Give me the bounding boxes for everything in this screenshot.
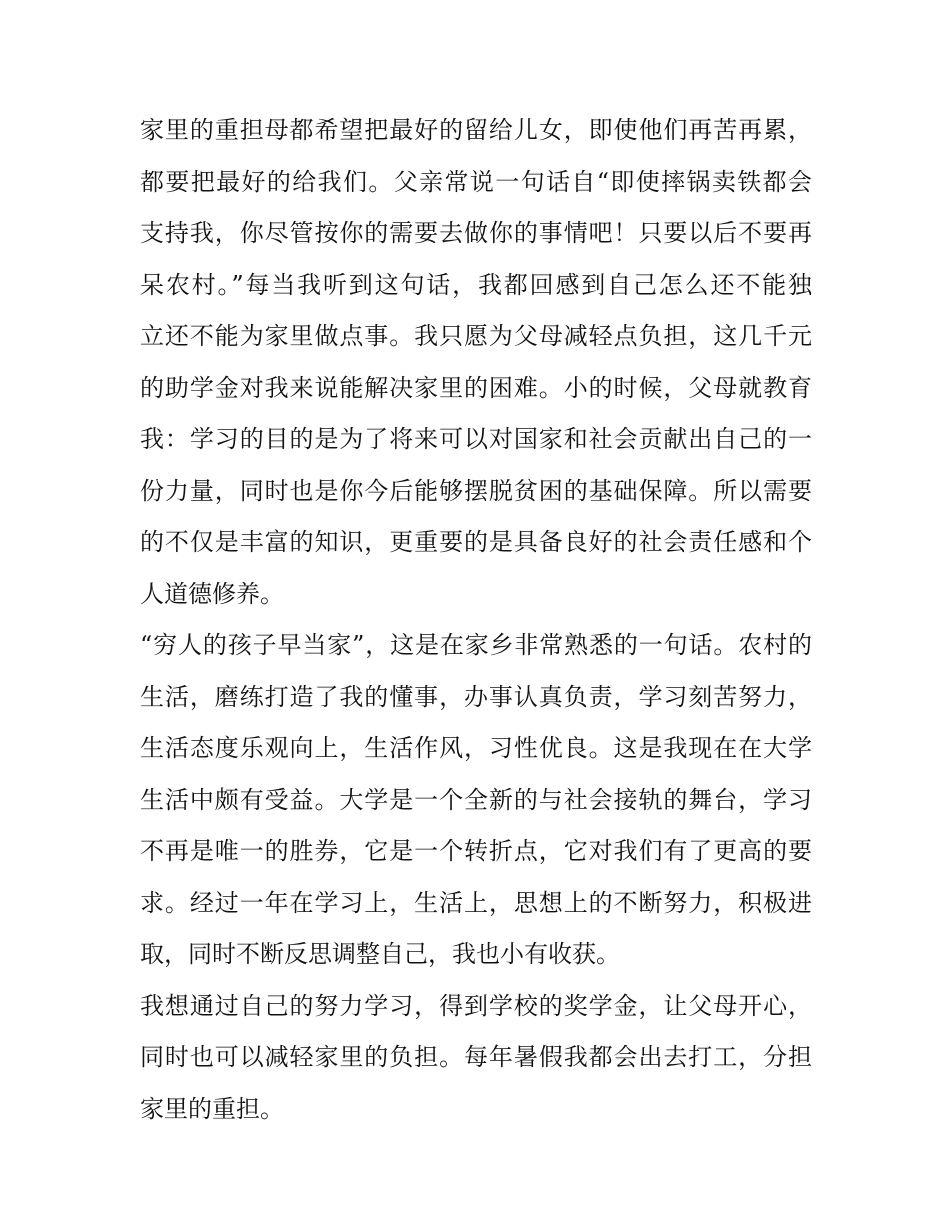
- text-line: 同时也可以减轻家里的负担。每年暑假我都会出去打工，分担: [140, 1043, 812, 1071]
- text-line: 生活，磨练打造了我的懂事，办事认真负责，学习刻苦努力，: [140, 682, 812, 711]
- text-line: 求。经过一年在学习上，生活上，思想上的不断努力，积极进: [140, 888, 812, 917]
- text-line: 生活中颇有受益。大学是一个全新的与社会接轨的舞台，学习: [140, 785, 812, 814]
- text-line: 的助学金对我来说能解决家里的困难。小的时候，父母就教育: [140, 373, 812, 402]
- text-line: 家里的重担。: [140, 1094, 284, 1123]
- text-line: “穷人的孩子早当家”，这是在家乡非常熟悉的一句话。农村的: [140, 631, 812, 659]
- text-line: 的不仅是丰富的知识，更重要的是具备良好的社会责任感和个: [140, 528, 812, 556]
- text-line: 我：学习的目的是为了将来可以对国家和社会贡献出自己的一: [140, 425, 812, 453]
- text-line: 支持我，你尽管按你的需要去做你的事情吧！只要以后不要再: [140, 219, 812, 247]
- text-line: 人道德修养。: [140, 579, 284, 608]
- text-line: 呆农村。”每当我听到这句话，我都回感到自己怎么还不能独: [140, 270, 812, 299]
- text-line: 立还不能为家里做点事。我只愿为父母减轻点负担，这几千元: [140, 322, 812, 350]
- text-line: 份力量，同时也是你今后能够摆脱贫困的基础保障。所以需要: [140, 476, 812, 505]
- text-line: 我想通过自己的努力学习，得到学校的奖学金，让父母开心，: [140, 991, 812, 1020]
- text-line: 家里的重担母都希望把最好的留给儿女，即使他们再苦再累，: [140, 116, 812, 144]
- document-body: [140, 105, 812, 1135]
- text-line: 都要把最好的给我们。父亲常说一句话自“即使摔锅卖铁都会: [140, 167, 812, 196]
- text-line: 取，同时不断反思调整自己，我也小有收获。: [140, 940, 620, 968]
- text-line: 生活态度乐观向上，生活作风，习性优良。这是我现在在大学: [140, 734, 812, 762]
- text-line: 不再是唯一的胜券，它是一个转折点，它对我们有了更高的要: [140, 837, 812, 865]
